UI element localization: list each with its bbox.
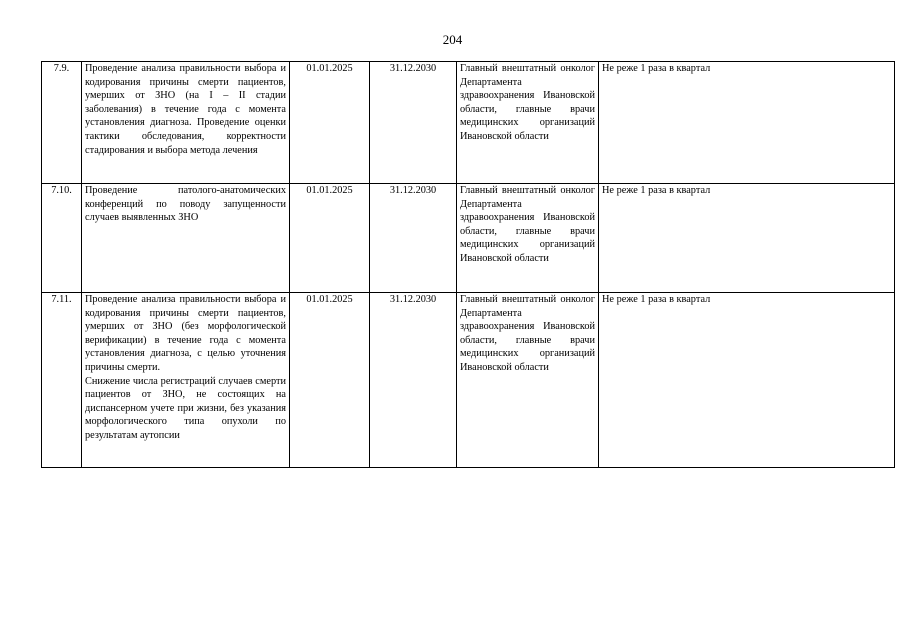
end-date: 31.12.2030 [370, 293, 457, 468]
frequency: Не реже 1 раза в квартал [599, 293, 895, 468]
measure-description [82, 293, 290, 468]
row-number: 7.9. [42, 62, 82, 184]
responsible-party: Главный внештатный онколог Департамента здравоохранения Ивановской области, главные врачи медицинских организаций Ивановской области [457, 184, 599, 293]
measures-table [41, 61, 895, 468]
responsible-party: Главный внештатный онколог Департамента здравоохранения Ивановской области, главные врачи медицинских организаций Ивановской области [457, 293, 599, 468]
measure-description [82, 62, 290, 184]
row-number: 7.10. [42, 184, 82, 293]
start-date: 01.01.2025 [290, 293, 370, 468]
measure-paragraph: Проведение патолого-анатомических конференций по поводу запущенности случаев выявленных ЗНО [85, 185, 286, 224]
end-date: 31.12.2030 [370, 62, 457, 184]
measure-paragraph: Проведение анализа правильности выбора и кодирования причины смерти пациентов, умерших от ЗНО (без морфологической верификации) в течение года с момента установления диагноза, с целью уточнения причины смерти. [85, 294, 286, 373]
frequency: Не реже 1 раза в квартал [599, 184, 895, 293]
table-row [42, 184, 895, 293]
table-row [42, 293, 895, 468]
measure-paragraph: Снижение числа регистраций случаев смерти пациентов от ЗНО, не состоящих на диспансерном учете при жизни, без указания морфологического типа опухоли по результатам аутопсии [85, 375, 286, 441]
end-date: 31.12.2030 [370, 184, 457, 293]
table-row [42, 62, 895, 184]
row-number: 7.11. [42, 293, 82, 468]
measure-description [82, 184, 290, 293]
start-date: 01.01.2025 [290, 184, 370, 293]
responsible-party: Главный внештатный онколог Департамента здравоохранения Ивановской области, главные врачи медицинских организаций Ивановской области [457, 62, 599, 184]
frequency: Не реже 1 раза в квартал [599, 62, 895, 184]
measure-paragraph: Проведение анализа правильности выбора и кодирования причины смерти пациентов, умерших от ЗНО (на I – II стадии заболевания) в течение года с момента установления диагноза. Проведение оценки тактики обследования, корректности стадирования и выбора метода лечения [85, 63, 286, 156]
page-number: 204 [442, 32, 463, 47]
start-date: 01.01.2025 [290, 62, 370, 184]
